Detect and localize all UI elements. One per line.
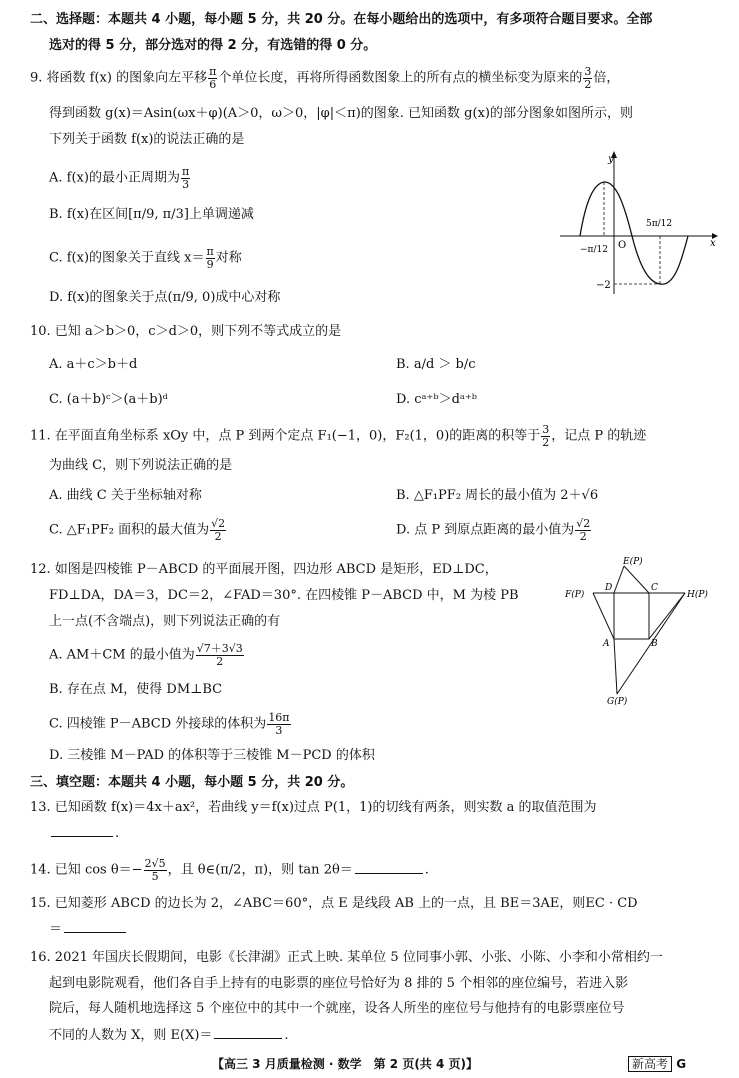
q14-line: 14. 已知 cos θ＝− $\frac{2√5}{5}$ ，且 θ∈(π/2，π)，则 tan 2θ＝ . [30,857,429,883]
q12-fig-label-c: C [651,583,658,593]
section2-header-line1: 二、选择题：本题共 4 小题，每小题 5 分，共 20 分。在每小题给出的选项中，有多项符合题目要求。全部 [30,12,653,27]
q10-stem: 10. 已知 a＞b＞0，c＞d＞0，则下列不等式成立的是 [30,324,342,339]
q9-option-a: A. f(x)的最小正周期为 $\frac{\pi}{3}$ [49,165,190,191]
q9-graph-y-label: y [608,154,614,165]
q10-option-b: B. a/d ＞ b/c [396,357,476,372]
q11-option-c: C. △F₁PF₂ 面积的最大值为 $\frac{√2}{2}$ [49,517,226,543]
q9-text-a: 9. 将函数 f(x) 的图象向左平移 [30,70,208,86]
q9-sine-graph [560,148,720,296]
section2-header-line2: 选对的得 5 分，部分选对的得 2 分，有选错的得 0 分。 [49,38,377,53]
q16-line4: 不同的人数为 X，则 E(X)＝ . [49,1028,289,1043]
q15-answer-blank[interactable] [64,920,126,933]
footer-edition [628,1055,686,1072]
q12-fig-label-g: G(P) [607,697,628,706]
q11-option-d: D. 点 P 到原点距离的最小值为 $\frac{√2}{2}$ [396,517,591,543]
q9-graph-x-right-tick: 5π/12 [646,219,673,229]
q9-shift-fraction: $\frac{\pi}{6}$ [209,65,217,91]
q9-text-c: 倍， [593,70,620,86]
q16-line1: 16. 2021 年国庆长假期间，电影《长津湖》正式上映. 某单位 5 位同事小郭、小张、小陈、小李和小常相约一 [30,950,663,965]
q13-line2: . [49,824,119,842]
q11-line2: 为曲线 C，则下列说法正确的是 [49,458,233,473]
q12-option-d: D. 三棱锥 M－PAD 的体积等于三棱锥 M－PCD 的体积 [49,748,375,763]
q9-line1 [30,66,619,90]
q9-line3: 下列关于函数 f(x)的说法正确的是 [49,132,245,147]
q9-text-b: 个单位长度，再将所得函数图象上的所有点的横坐标变为原来的 [218,70,583,86]
q12-line2: FD⊥DA，DA＝3，DC＝2，∠FAD＝30°. 在四棱锥 P－ABCD 中，M 为棱 PB [49,588,519,603]
q12-fig-label-a: A [603,639,610,649]
q9-option-b-interval: [π/9, π/3] [128,207,189,222]
footer-code: G [676,1057,687,1071]
q9-graph-x-left-tick: −π/12 [580,245,608,255]
q12-fig-label-e: E(P) [623,557,643,567]
q12-option-c: C. 四棱锥 P－ABCD 外接球的体积为 $\frac{16\pi}{3}$ [49,711,290,737]
q12-option-b: B. 存在点 M，使得 DM⊥BC [49,682,223,697]
q12-fig-label-h: H(P) [687,590,708,600]
q16-answer-blank[interactable] [214,1026,282,1039]
q9-option-b: B. f(x)在区间[π/9, π/3]上单调递减 [49,207,254,222]
q15-line1: 15. 已知菱形 ABCD 的边长为 2，∠ABC＝60°，点 E 是线段 AB 上的一点，且 BE＝3AE，则EC · CD [30,896,638,911]
q9-scale-fraction: $\frac{3}{2}$ [584,65,592,91]
q16-line3: 院后，每人随机地选择这 5 个座位中的其中一个就座，设各人所坐的座位号与他持有的电影票座位号 [49,1001,625,1016]
q11-option-a: A. 曲线 C 关于坐标轴对称 [49,488,202,503]
q12-fig-label-f: F(P) [565,590,585,600]
q12-fig-label-b: B [651,639,658,649]
q11-option-b: B. △F₁PF₂ 周长的最小值为 2＋√6 [396,488,599,503]
q16-line2: 起到电影院观看，他们各自手上持有的电影票的座位号恰好为 8 排的 5 个相邻的座位编号，若进入影 [49,976,629,991]
q10-option-a: A. a＋c＞b＋d [49,357,138,372]
q11-line1: 11. 在平面直角坐标系 xOy 中，点 P 到两个定点 F₁(−1，0)，F₂(1，0)的距离的积等于 $\frac{3}{2}$ ，记点 P 的轨迹 [30,423,647,449]
q12-pyramid-net-figure [565,556,735,706]
q14-interval: (π/2，π) [215,862,269,878]
section3-header: 三、填空题：本题共 4 小题，每小题 5 分，共 20 分。 [30,775,354,790]
q9-option-d-point: (π/9, 0) [167,290,216,305]
footer-tag: 新高考 [628,1056,672,1072]
q12-line3: 上一点(不含端点)，则下列说法正确的有 [49,614,281,629]
q12-option-a: A. AM＋CM 的最小值为 $\frac{√7+3√3}{2}$ [49,642,243,668]
q10-option-c: C. (a＋b)ᶜ＞(a＋b)ᵈ [49,392,168,407]
q13-answer-blank[interactable] [51,824,113,837]
q9-graph-y-min-tick: −2 [596,280,611,291]
q14-answer-blank[interactable] [355,861,423,874]
q12-line1: 12. 如图是四棱锥 P－ABCD 的平面展开图，四边形 ABCD 是矩形，ED⊥DC， [30,562,498,577]
q13-line1: 13. 已知函数 f(x)＝4x＋ax²，若曲线 y＝f(x)过点 P(1，1)的切线有两条，则实数 a 的取值范围为 [30,800,597,815]
q10-option-d: D. cᵃ⁺ᵇ＞dᵃ⁺ᵇ [396,392,477,407]
q9-option-d: D. f(x)的图象关于点(π/9, 0)成中心对称 [49,290,281,305]
q9-line2: 得到函数 g(x)＝Asin(ωx＋φ)(A＞0，ω＞0，|φ|＜π)的图象. 已知函数 g(x)的部分图象如图所示，则 [49,106,633,121]
q9-graph-origin: O [618,240,627,251]
q12-fig-label-d: D [605,583,613,593]
page-footer: 【高三 3 月质量检测 · 数学 第 2 页(共 4 页)】 [212,1057,478,1071]
q9-option-c: C. f(x)的图象关于直线 x＝ $\frac{\pi}{9}$ 对称 [49,245,242,271]
q15-line2: ＝ [49,920,128,938]
q9-graph-x-label: x [710,238,716,249]
